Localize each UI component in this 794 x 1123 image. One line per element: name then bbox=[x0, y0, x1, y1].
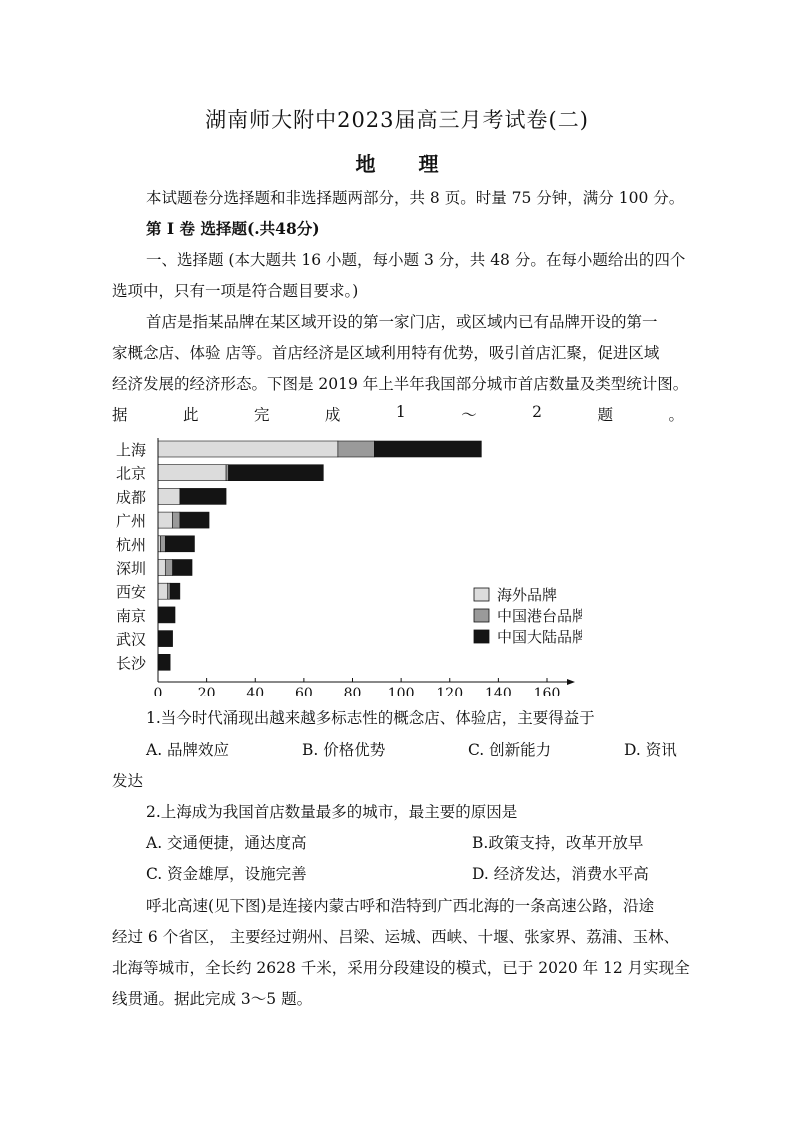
bar-segment bbox=[338, 441, 374, 457]
x-tick-label: 100 bbox=[387, 686, 415, 696]
legend-label: 中国港台品牌 bbox=[497, 607, 582, 625]
category-label: 长沙 bbox=[116, 654, 147, 673]
spread-char: 完 bbox=[253, 406, 270, 424]
bar-segment bbox=[158, 631, 173, 647]
x-tick-label: 80 bbox=[343, 686, 362, 696]
bar-segment bbox=[168, 583, 170, 599]
x-tick-label: 40 bbox=[246, 686, 265, 696]
bar-segment bbox=[158, 488, 180, 504]
q2-option-d: D. 经济发达，消费水平高 bbox=[472, 865, 649, 883]
x-tick-label: 120 bbox=[436, 686, 464, 696]
category-label: 广州 bbox=[116, 512, 147, 531]
q2-option-c: C. 资金雄厚，设施完善 bbox=[146, 865, 307, 883]
spread-char: 1 bbox=[395, 403, 406, 421]
q1-option-d-cont: 发达 bbox=[112, 772, 144, 790]
q1-option-c: C. 创新能力 bbox=[468, 741, 552, 759]
bar-segment bbox=[226, 465, 228, 481]
intro-text: 本试题卷分选择题和非选择题两部分，共 8 页。时量 75 分钟，满分 100 分。 bbox=[146, 189, 685, 207]
category-label: 上海 bbox=[116, 441, 147, 459]
spread-char: 题 bbox=[597, 406, 614, 424]
bar-segment bbox=[173, 512, 180, 528]
q2-option-a: A. 交通便捷，通达度高 bbox=[146, 834, 307, 852]
bar-segment bbox=[158, 654, 170, 670]
q1-option-d: D. 资讯 bbox=[624, 741, 677, 759]
passage-line: 经过 6 个省区， 主要经过朔州、吕梁、运城、西峡、十堰、张家界、荔浦、玉林、 bbox=[112, 928, 680, 946]
bar-segment bbox=[229, 465, 324, 481]
bar-segment bbox=[173, 560, 192, 576]
x-tick-label: 160 bbox=[533, 686, 561, 696]
passage-line: 线贯通。据此完成 3～5 题。 bbox=[112, 990, 313, 1008]
passage-line: 首店是指某品牌在某区域开设的第一家门店，或区域内已有品牌开设的第一 bbox=[146, 313, 658, 331]
instruction-line: 一、选择题 (本大题共 16 小题，每小题 3 分，共 48 分。在每小题给出的四个 bbox=[146, 251, 686, 269]
passage-line: 呼北高速(见下图)是连接内蒙古呼和浩特到广西北海的一条高速公路，沿途 bbox=[146, 897, 655, 915]
category-label: 深圳 bbox=[116, 559, 147, 578]
passage-spread-line bbox=[112, 403, 684, 425]
spread-char: 据 bbox=[112, 406, 128, 424]
legend-swatch bbox=[474, 609, 489, 622]
spread-char: 成 bbox=[324, 406, 341, 424]
q2-option-b: B.政策支持，改革开放早 bbox=[472, 834, 644, 852]
store-count-chart bbox=[112, 438, 582, 700]
x-tick-label: 60 bbox=[294, 686, 313, 696]
legend-swatch bbox=[474, 588, 489, 601]
bar-segment bbox=[170, 583, 180, 599]
passage-line: 家概念店、体验 店等。首店经济是区域利用特有优势，吸引首店汇聚，促进区域 bbox=[112, 344, 660, 362]
bar-segment bbox=[374, 441, 481, 457]
q1-option-a: A. 品牌效应 bbox=[146, 741, 230, 759]
bar-segment bbox=[158, 465, 226, 481]
question-1-stem: 1.当今时代涌现出越来越多标志性的概念店、体验店，主要得益于 bbox=[146, 709, 595, 727]
category-label: 北京 bbox=[116, 464, 147, 483]
bar-segment bbox=[158, 583, 168, 599]
spread-char: 2 bbox=[532, 403, 543, 421]
x-tick-label: 0 bbox=[153, 686, 163, 696]
bar-segment bbox=[160, 536, 165, 552]
bar-segment bbox=[180, 488, 226, 504]
x-tick-label: 20 bbox=[197, 686, 216, 696]
passage-line: 经济发展的经济形态。下图是 2019 年上半年我国部分城市首店数量及类型统计图。 bbox=[112, 375, 689, 393]
category-label: 武汉 bbox=[116, 630, 147, 649]
category-label: 西安 bbox=[116, 583, 147, 602]
exam-title: 湖南师大附中2023届高三月考试卷(二) bbox=[205, 108, 589, 132]
spread-char: 此 bbox=[182, 406, 199, 424]
question-2-stem: 2.上海成为我国首店数量最多的城市，最主要的原因是 bbox=[146, 803, 518, 821]
x-axis-arrow bbox=[567, 679, 575, 685]
passage-line: 北海等城市，全长约 2628 千米，采用分段建设的模式，已于 2020 年 12 月实现全 bbox=[112, 959, 690, 977]
bar-segment bbox=[165, 560, 172, 576]
x-tick-label: 140 bbox=[485, 686, 512, 696]
bar-segment bbox=[158, 607, 175, 623]
legend-label: 中国大陆品牌 bbox=[497, 628, 582, 646]
instruction-line: 选项中，只有一项是符合题目要求。) bbox=[112, 282, 359, 300]
legend-label: 海外品牌 bbox=[497, 586, 558, 604]
category-label: 成都 bbox=[116, 488, 147, 507]
bar-segment bbox=[180, 512, 209, 528]
bar-chart-svg bbox=[112, 438, 582, 696]
bar-segment bbox=[158, 441, 338, 457]
category-label: 杭州 bbox=[116, 535, 147, 554]
q1-option-b: B. 价格优势 bbox=[302, 741, 386, 759]
section-title: 第 I 卷 选择题(.共48分) bbox=[146, 219, 320, 238]
category-label: 南京 bbox=[116, 606, 147, 625]
spread-char: ～ bbox=[461, 406, 477, 424]
subject-title: 地 理 bbox=[355, 152, 457, 176]
bar-segment bbox=[165, 536, 194, 552]
legend-swatch bbox=[474, 630, 489, 643]
bar-segment bbox=[158, 512, 173, 528]
spread-char: 。 bbox=[668, 406, 684, 424]
bar-segment bbox=[158, 560, 165, 576]
